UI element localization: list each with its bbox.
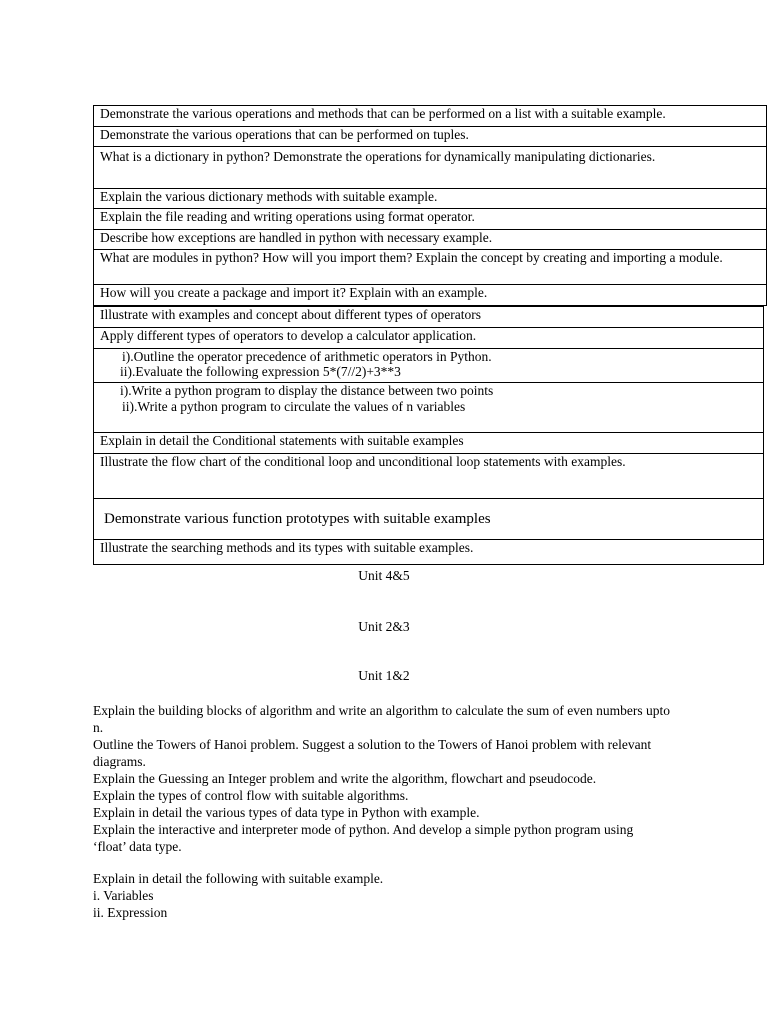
table-row [94,127,767,147]
table-row [94,349,764,383]
question-item: Explain the interactive and interpreter mode of python. And develop a simple python program using ‘float’ data type. [93,822,634,854]
question-list [93,702,693,855]
table-cell: What are modules in python? How will you import them? Explain the concept by creating and importing a module. [94,250,767,285]
table-row [94,540,764,565]
table-row [94,147,767,189]
table-row [94,383,764,433]
unit-heading: Unit 1&2 [358,668,410,683]
table-cell: Describe how exceptions are handled in python with necessary example. [94,230,767,250]
table-cell: Illustrate the searching methods and its types with suitable examples. [94,540,764,565]
sub-question: i).Write a python program to display the distance between two points [120,383,494,398]
table-cell [94,383,764,433]
table-cell: Explain in detail the Conditional statements with suitable examples [94,433,764,454]
table-row [94,433,764,454]
table-row [94,285,767,306]
table-row [94,307,764,328]
sub-question: i).Outline the operator precedence of arithmetic operators in Python. [122,349,492,364]
table-cell: Explain the various dictionary methods with suitable example. [94,189,767,209]
question-subitem: i. Variables [93,888,154,903]
table-row [94,189,767,209]
question-item: Explain the building blocks of algorithm and write an algorithm to calculate the sum of even numbers upto n. [93,703,670,735]
table-cell: What is a dictionary in python? Demonstrate the operations for dynamically manipulating dictionaries. [94,147,767,189]
question-item: Outline the Towers of Hanoi problem. Suggest a solution to the Towers of Hanoi problem with relevant diagrams. [93,737,652,769]
question-item: Explain the types of control flow with suitable algorithms. [93,788,409,803]
table-cell: Apply different types of operators to develop a calculator application. [94,328,764,349]
table-row [94,209,767,230]
table-row [94,328,764,349]
table-cell: Demonstrate the various operations that can be performed on tuples. [94,127,767,147]
table-cell [94,349,764,383]
table-row [94,454,764,499]
table-row [94,106,767,127]
table-row [94,230,767,250]
sub-question: ii).Write a python program to circulate the values of n variables [122,399,466,414]
question-intro: Explain in detail the following with suitable example. [93,871,384,886]
question-item: Explain in detail the various types of data type in Python with example. [93,805,480,820]
question-item: Explain the Guessing an Integer problem and write the algorithm, flowchart and pseudocode. [93,771,597,786]
table-cell: Demonstrate the various operations and methods that can be performed on a list with a suitable example. [94,106,767,127]
table-cell: How will you create a package and import it? Explain with an example. [94,285,767,306]
table-cell: Explain the file reading and writing operations using format operator. [94,209,767,230]
final-question [93,870,693,921]
unit-heading: Unit 4&5 [358,568,410,583]
question-table-unit-4-5 [93,105,767,306]
question-subitem: ii. Expression [93,905,168,920]
table-cell: Illustrate with examples and concept about different types of operators [94,307,764,328]
table-cell: Illustrate the flow chart of the conditional loop and unconditional loop statements with examples. [94,454,764,499]
table-cell: Demonstrate various function prototypes with suitable examples [94,499,764,540]
unit-heading: Unit 2&3 [358,619,410,634]
table-row [94,250,767,285]
question-table-unit-2-3 [93,306,764,565]
sub-question: ii).Evaluate the following expression 5*(7//2)+3**3 [120,364,401,379]
table-row [94,499,764,540]
